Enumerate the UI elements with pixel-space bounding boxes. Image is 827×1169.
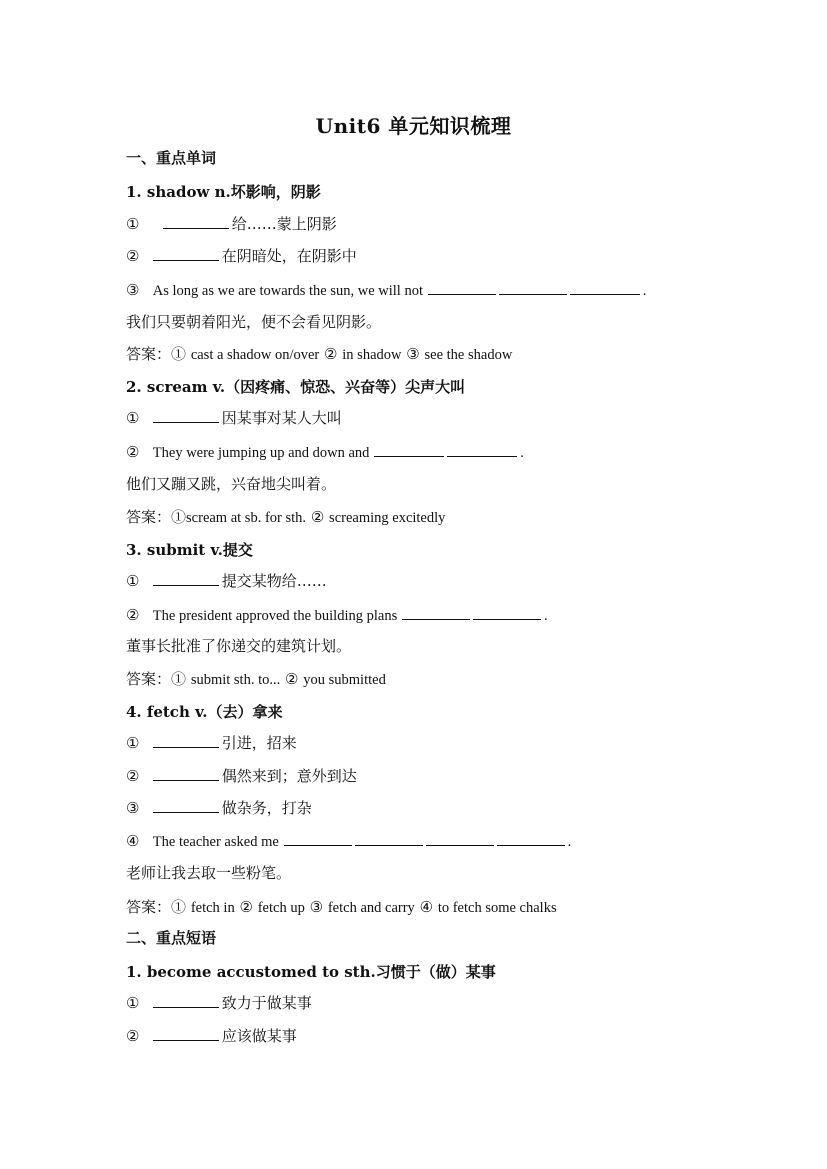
answer-text: submit sth. to... xyxy=(190,672,281,688)
item-number: ④ xyxy=(126,832,140,850)
answer-blank[interactable] xyxy=(355,831,423,846)
item-text: 在阴暗处，在阴影中 xyxy=(221,247,357,265)
word-heading-fetch: 4. fetch v.（去）拿来 xyxy=(126,703,283,721)
answer-line xyxy=(126,897,557,918)
answer-text: fetch up xyxy=(257,900,305,916)
item-number: ① xyxy=(126,994,140,1012)
answer-number: ① xyxy=(171,898,187,916)
answer-text: see the shadow xyxy=(424,347,513,363)
item-text: 引进，招来 xyxy=(221,734,297,752)
answer-blank[interactable] xyxy=(153,408,219,423)
item-number: ③ xyxy=(126,281,140,299)
item-text: 因某事对某人大叫 xyxy=(221,409,342,427)
answer-label: 答案： xyxy=(126,345,172,363)
item-text: 致力于做某事 xyxy=(221,994,312,1012)
answer-line xyxy=(126,669,386,690)
exercise-line xyxy=(126,831,571,852)
exercise-line xyxy=(126,408,342,428)
answer-blank[interactable] xyxy=(153,766,219,781)
item-number: ② xyxy=(126,247,140,265)
answer-number: ④ xyxy=(419,898,434,916)
item-number: ③ xyxy=(126,799,140,817)
item-text: They were jumping up and down and xyxy=(152,445,370,461)
answer-blank[interactable] xyxy=(153,798,219,813)
item-end: . xyxy=(520,445,524,461)
exercise-line xyxy=(126,766,357,786)
answer-blank[interactable] xyxy=(447,442,517,457)
answer-blank[interactable] xyxy=(497,831,565,846)
answer-number: ② xyxy=(324,345,338,363)
item-end: . xyxy=(567,834,572,850)
answer-text: in shadow xyxy=(342,347,402,363)
section-heading: 一、重点单词 xyxy=(126,149,217,167)
answer-text: fetch in xyxy=(190,900,235,916)
exercise-line xyxy=(126,1026,297,1046)
item-end: . xyxy=(642,283,647,299)
exercise-line xyxy=(126,442,524,463)
exercise-line xyxy=(126,605,548,626)
item-end: . xyxy=(544,608,548,624)
item-number: ① xyxy=(126,572,140,590)
answer-label: 答案： xyxy=(126,670,172,688)
answer-text: you submitted xyxy=(303,672,386,688)
item-number: ① xyxy=(126,734,140,752)
answer-line xyxy=(126,507,445,528)
exercise-line xyxy=(126,246,357,266)
answer-blank[interactable] xyxy=(153,1026,219,1041)
item-text: 提交某物给…… xyxy=(221,572,327,590)
item-text: As long as we are towards the sun, we will not xyxy=(152,283,423,299)
item-text: 应该做某事 xyxy=(221,1027,297,1045)
item-number: ① xyxy=(126,215,140,233)
page-title: Unit6 单元知识梳理 xyxy=(315,114,512,138)
item-text: 偶然来到；意外到达 xyxy=(221,767,357,785)
answer-number: ③ xyxy=(309,898,324,916)
answer-blank[interactable] xyxy=(284,831,352,846)
translation: 老师让我去取一些粉笔。 xyxy=(126,864,292,882)
word-heading-submit: 3. submit v.提交 xyxy=(126,541,253,559)
item-number: ② xyxy=(126,443,140,461)
answer-number: ② xyxy=(310,508,325,526)
answer-text: to fetch some chalks xyxy=(437,900,557,916)
word-heading-shadow: 1. shadow n.坏影响，阴影 xyxy=(126,183,321,201)
answer-number: ② xyxy=(285,670,299,688)
answer-text: fetch and carry xyxy=(327,900,415,916)
item-text: 做杂务，打杂 xyxy=(221,799,312,817)
translation: 董事长批准了你递交的建筑计划。 xyxy=(126,637,352,655)
item-number: ② xyxy=(126,606,140,624)
answer-blank[interactable] xyxy=(499,280,567,295)
item-number: ① xyxy=(126,409,140,427)
answer-number: ① xyxy=(171,670,187,688)
answer-blank[interactable] xyxy=(153,993,219,1008)
answer-label: 答案： xyxy=(126,898,172,916)
exercise-line xyxy=(126,280,646,301)
answer-text: cast a shadow on/over xyxy=(190,347,320,363)
translation: 我们只要朝着阳光，便不会看见阴影。 xyxy=(126,313,382,331)
item-text: The teacher asked me xyxy=(152,834,279,850)
answer-blank[interactable] xyxy=(473,605,541,620)
answer-number: ② xyxy=(239,898,253,916)
answer-blank[interactable] xyxy=(153,733,219,748)
exercise-line xyxy=(126,733,297,753)
item-number: ② xyxy=(126,1027,140,1045)
answer-number: ① xyxy=(171,345,187,363)
answer-text: scream at sb. for sth. xyxy=(186,510,307,526)
item-number: ② xyxy=(126,767,140,785)
exercise-line xyxy=(126,993,312,1013)
answer-blank[interactable] xyxy=(402,605,470,620)
answer-blank[interactable] xyxy=(163,214,229,229)
item-text: 给……蒙上阴影 xyxy=(231,215,337,233)
exercise-line xyxy=(126,798,312,818)
word-heading-scream: 2. scream v.（因疼痛、惊恐、兴奋等）尖声大叫 xyxy=(126,378,466,396)
exercise-line xyxy=(126,214,337,234)
answer-blank[interactable] xyxy=(153,246,219,261)
answer-blank[interactable] xyxy=(426,831,494,846)
answer-blank[interactable] xyxy=(374,442,444,457)
exercise-line xyxy=(126,571,327,591)
answer-blank[interactable] xyxy=(153,571,219,586)
answer-blank[interactable] xyxy=(570,280,640,295)
answer-blank[interactable] xyxy=(428,280,496,295)
section-heading: 二、重点短语 xyxy=(126,929,217,947)
answer-text: screaming excitedly xyxy=(329,510,446,526)
translation: 他们又蹦又跳，兴奋地尖叫着。 xyxy=(126,475,337,493)
answer-label: 答案： xyxy=(126,508,172,526)
answer-number: ③ xyxy=(406,345,420,363)
item-text: The president approved the building plans xyxy=(152,608,398,624)
answer-line xyxy=(126,344,512,365)
answer-number: ① xyxy=(171,508,187,526)
phrase-heading: 1. become accustomed to sth.习惯于（做）某事 xyxy=(126,963,496,981)
